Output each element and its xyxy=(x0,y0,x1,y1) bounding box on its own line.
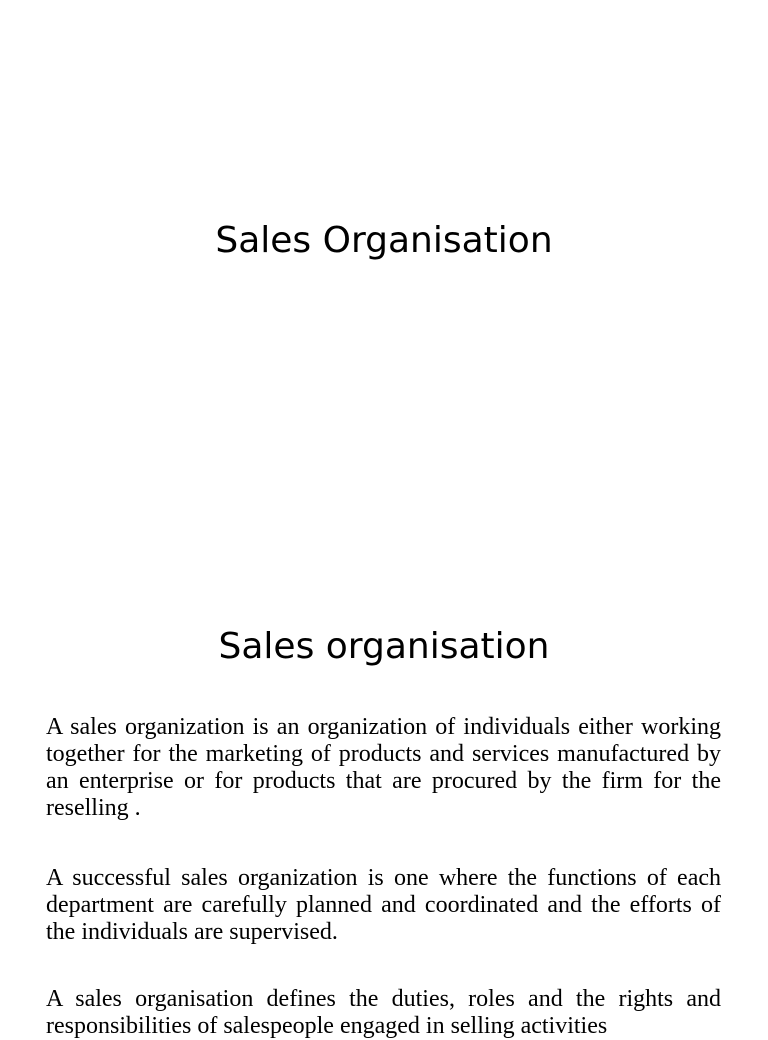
slide-1-title: Sales Organisation xyxy=(215,220,553,261)
paragraph-successful-organization: A successful sales organization is one where the functions of each department are carefully planned and coordinated and the efforts of the individuals are supervised. xyxy=(46,865,721,945)
paragraph-duties-roles: A sales organisation defines the duties, roles and the rights and responsibilities of salespeople engaged in selling activities xyxy=(46,986,721,1039)
slide-2-title: Sales organisation xyxy=(218,626,550,667)
paragraph-definition: A sales organization is an organization of individuals either working together for the marketing of products and services manufactured by an enterprise or for products that are procured by the firm for the reselling . xyxy=(46,714,721,821)
